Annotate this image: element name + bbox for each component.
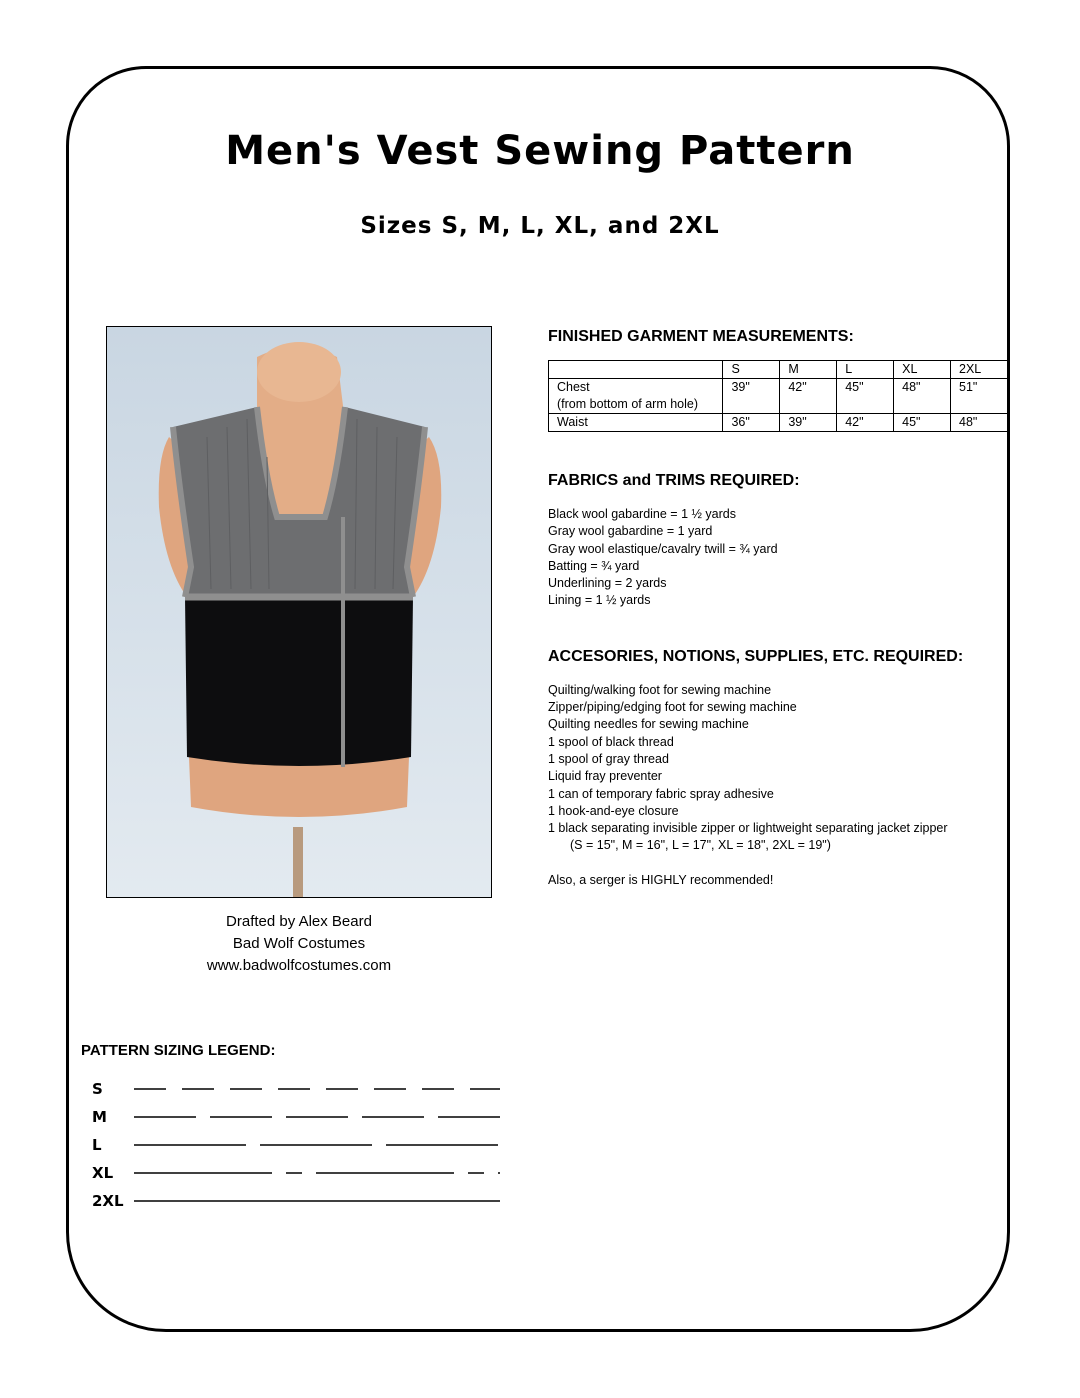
legend-line-m bbox=[134, 1106, 504, 1126]
accessories-list bbox=[548, 682, 1008, 889]
requirements-column bbox=[548, 326, 1008, 889]
list-item: 1 can of temporary fabric spray adhesive bbox=[548, 786, 774, 801]
credit-company: Bad Wolf Costumes bbox=[232, 935, 366, 952]
list-item: 1 black separating invisible zipper or lightweight separating jacket zipper bbox=[548, 821, 948, 836]
legend-line-2xl bbox=[134, 1190, 504, 1210]
sizing-legend bbox=[92, 1078, 512, 1218]
legend-label: 2XL bbox=[92, 1192, 124, 1210]
list-item: Liquid fray preventer bbox=[548, 769, 662, 784]
list-item: Lining = 1 ½ yards bbox=[548, 593, 651, 608]
legend-row-l bbox=[92, 1134, 512, 1162]
list-spacer bbox=[548, 855, 1008, 872]
table-cell: 51" bbox=[951, 379, 1008, 414]
table-cell: 42" bbox=[837, 414, 894, 432]
legend-row-m bbox=[92, 1106, 512, 1134]
table-row bbox=[549, 379, 1008, 414]
legend-line-s bbox=[134, 1078, 504, 1098]
serger-note: Also, a serger is HIGHLY recommended! bbox=[548, 872, 774, 887]
list-item: Underlining = 2 yards bbox=[548, 576, 667, 591]
list-item: Zipper/piping/edging foot for sewing machine bbox=[548, 700, 797, 715]
legend-line-xl bbox=[134, 1162, 504, 1182]
accessories-heading: ACCESORIES, NOTIONS, SUPPLIES, ETC. REQUIRED: bbox=[548, 647, 964, 665]
credit-author: Drafted by Alex Beard bbox=[226, 913, 372, 930]
page-title: Men's Vest Sewing Pattern bbox=[225, 128, 855, 174]
measurements-table bbox=[548, 360, 1008, 432]
list-item: Black wool gabardine = 1 ½ yards bbox=[548, 507, 736, 521]
measurements-heading: FINISHED GARMENT MEASUREMENTS: bbox=[548, 328, 854, 345]
vest-illustration bbox=[107, 327, 491, 897]
credit-website[interactable]: www.badwolfcostumes.com bbox=[206, 957, 392, 974]
page-subtitle: Sizes S, M, L, XL, and 2XL bbox=[360, 213, 720, 239]
row-sublabel-chest: (from bottom of arm hole) bbox=[557, 397, 699, 411]
list-item: Gray wool elastique/cavalry twill = ¾ yard bbox=[548, 541, 778, 556]
vest-photo bbox=[106, 326, 492, 898]
table-corner-cell bbox=[549, 361, 723, 379]
legend-line-l bbox=[134, 1134, 504, 1154]
size-header: S bbox=[723, 361, 780, 379]
legend-label: XL bbox=[92, 1164, 114, 1182]
legend-label: M bbox=[92, 1108, 107, 1126]
size-header: L bbox=[837, 361, 894, 379]
legend-row-xl bbox=[92, 1162, 512, 1190]
credits bbox=[106, 911, 492, 977]
table-cell: 42" bbox=[780, 379, 837, 414]
row-label-waist: Waist bbox=[549, 414, 723, 432]
zipper-sizes-note: (S = 15", M = 16", L = 17", XL = 18", 2XL = 19") bbox=[570, 838, 831, 853]
table-cell: 48" bbox=[894, 379, 951, 414]
fabrics-heading: FABRICS and TRIMS REQUIRED: bbox=[548, 472, 800, 489]
fabrics-list bbox=[548, 506, 1008, 610]
list-item: Batting = ¾ yard bbox=[548, 558, 640, 573]
list-item: Gray wool gabardine = 1 yard bbox=[548, 524, 713, 539]
table-header-row bbox=[549, 361, 1008, 379]
size-header: XL bbox=[894, 361, 951, 379]
row-label bbox=[549, 379, 723, 414]
table-cell: 48" bbox=[951, 414, 1008, 432]
table-row bbox=[549, 414, 1008, 432]
legend-row-2xl bbox=[92, 1190, 512, 1218]
table-cell: 45" bbox=[894, 414, 951, 432]
legend-label: L bbox=[92, 1136, 102, 1154]
size-header: 2XL bbox=[951, 361, 1008, 379]
list-item: Quilting needles for sewing machine bbox=[548, 717, 749, 732]
list-item: 1 spool of gray thread bbox=[548, 751, 669, 766]
row-label-chest: Chest bbox=[557, 380, 590, 394]
list-item: 1 spool of black thread bbox=[548, 734, 674, 749]
table-cell: 36" bbox=[723, 414, 780, 432]
legend-heading: PATTERN SIZING LEGEND: bbox=[81, 1042, 276, 1059]
legend-row-s bbox=[92, 1078, 512, 1106]
legend-label: S bbox=[92, 1080, 103, 1098]
list-item: Quilting/walking foot for sewing machine bbox=[548, 682, 772, 697]
table-cell: 39" bbox=[780, 414, 837, 432]
size-header: M bbox=[780, 361, 837, 379]
table-cell: 39" bbox=[723, 379, 780, 414]
table-cell: 45" bbox=[837, 379, 894, 414]
list-item: 1 hook-and-eye closure bbox=[548, 803, 679, 818]
